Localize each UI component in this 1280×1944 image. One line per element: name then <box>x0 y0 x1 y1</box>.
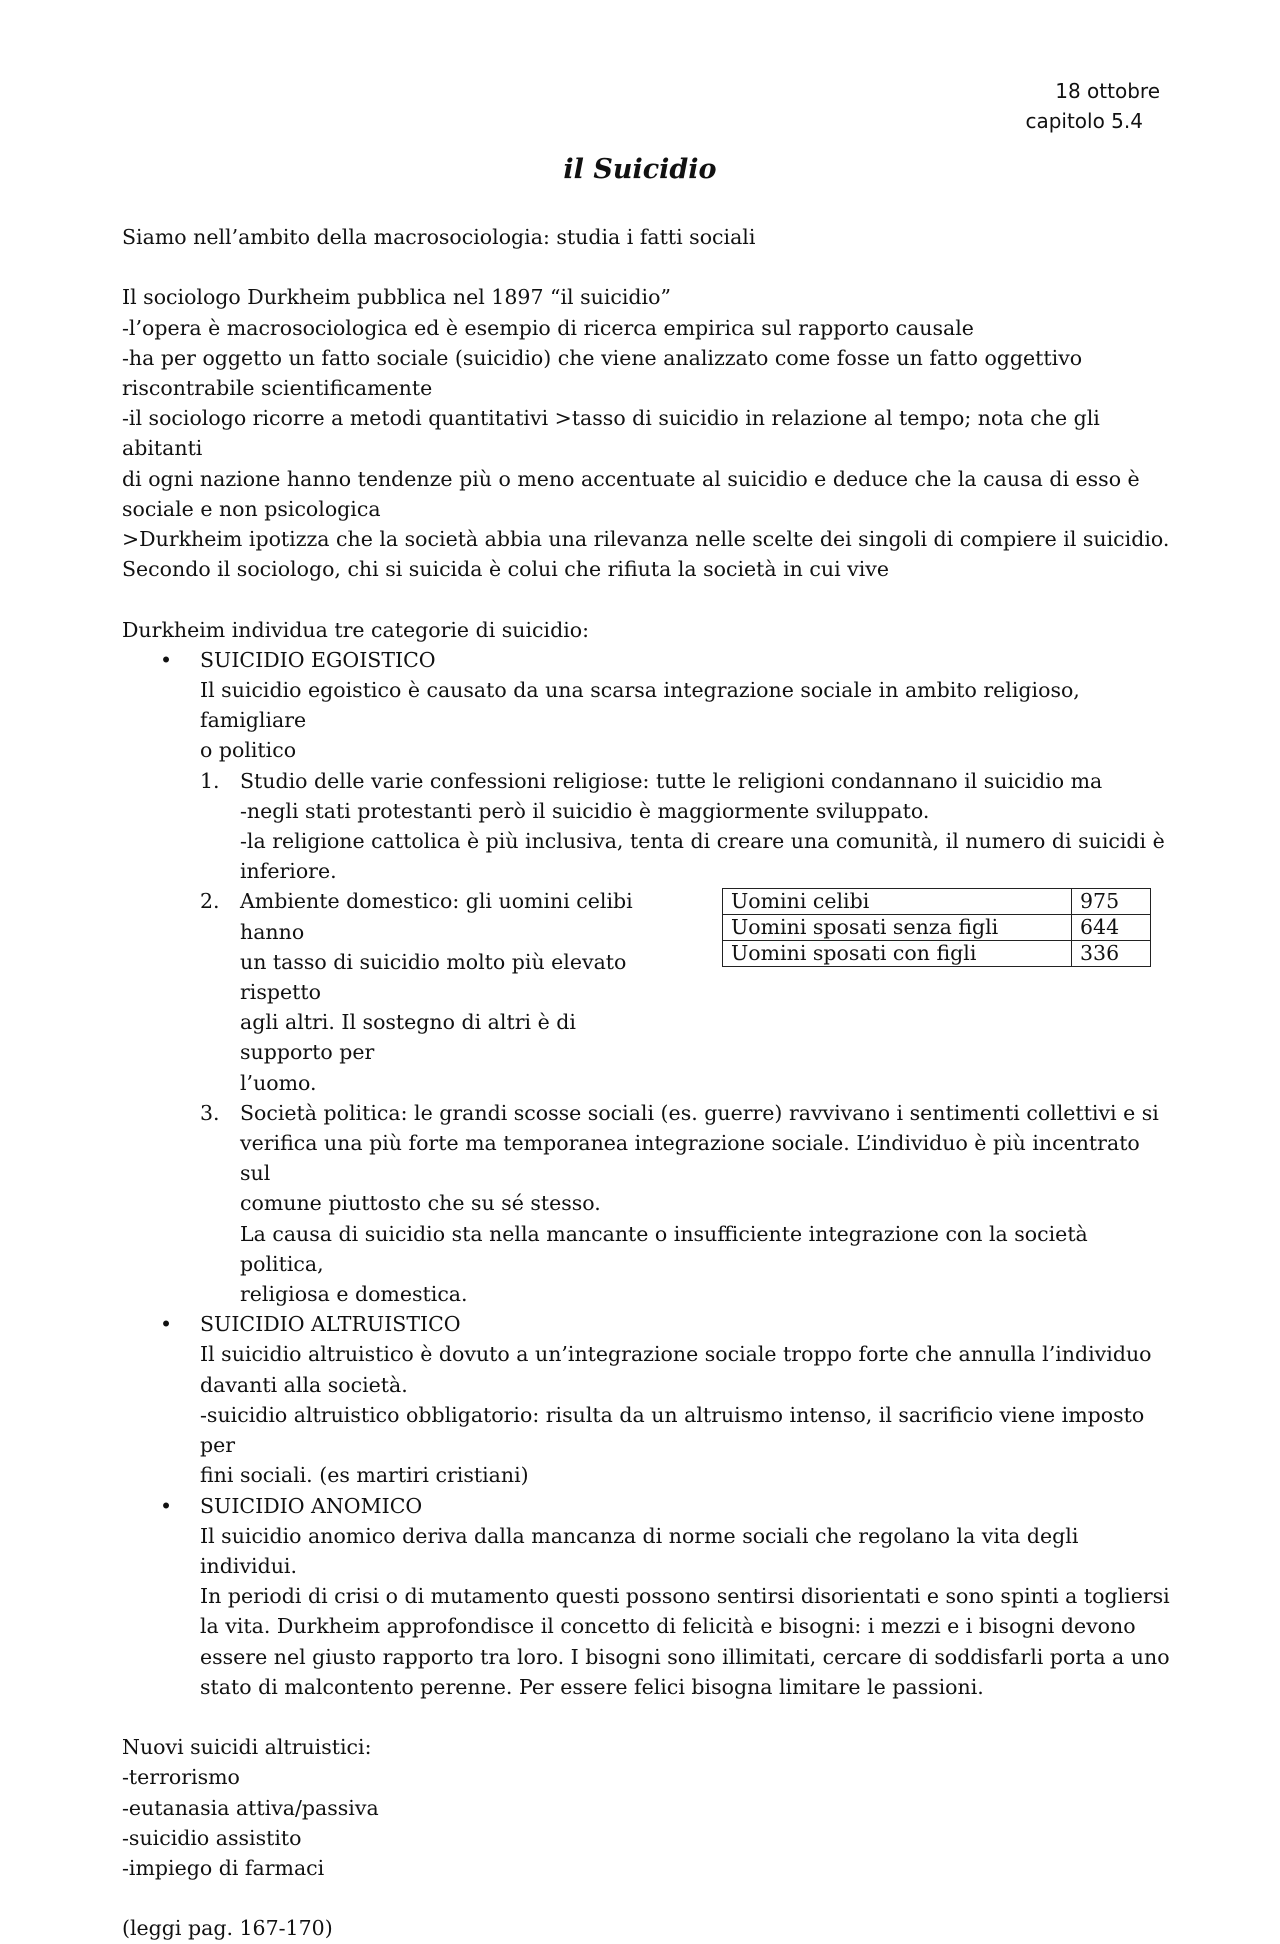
text-line: fini sociali. (es martiri cristiani) <box>200 1463 529 1488</box>
text-line: l’uomo. <box>240 1070 317 1095</box>
text-line: Studio delle varie confessioni religiose: tutte le religioni condannano il suicidio ma <box>240 768 1103 793</box>
table-cell-value: 975 <box>1072 889 1151 915</box>
text-line: La causa di suicidio sta nella mancante o insufficiente integrazione con la società politica, <box>240 1221 1088 1276</box>
text-line: inferiore. <box>240 859 337 884</box>
text-line: di ogni nazione hanno tendenze più o meno accentuate al suicidio e deduce che la causa di esso è <box>122 466 1140 491</box>
text-line: >Durkheim ipotizza che la società abbia una rilevanza nelle scelte dei singoli di compiere il suicidio. <box>122 527 1170 552</box>
text-line: Il suicidio egoistico è causato da una scarsa integrazione sociale in ambito religioso, famigliare <box>200 678 1080 733</box>
egoistico-item-3 <box>122 1098 1172 1309</box>
text-line: stato di malcontento perenne. Per essere felici bisogna limitare le passioni. <box>200 1674 984 1699</box>
text-line: agli altri. Il sostegno di altri è di supporto per <box>240 1010 576 1065</box>
text-line: essere nel giusto rapporto tra loro. I bisogni sono illimitati, cercare di soddisfarli porta a uno <box>200 1644 1170 1669</box>
bullet-icon: • <box>160 647 173 672</box>
text-line: -il sociologo ricorre a metodi quantitativi >tasso di suicidio in relazione al tempo; nota che gli abitanti <box>122 406 1100 461</box>
list-item: -eutanasia attiva/passiva <box>122 1795 379 1820</box>
bullet-egoistico <box>122 645 1172 766</box>
table-cell-label: Uomini celibi <box>723 889 1072 915</box>
suicide-rate-table <box>722 888 1151 967</box>
egoistico-item-1 <box>122 766 1172 887</box>
intro-paragraph: Siamo nell’ambito della macrosociologia: studia i fatti sociali <box>122 225 756 249</box>
text-line: Il suicidio anomico deriva dalla mancanza di norme sociali che regolano la vita degli individui. <box>200 1523 1079 1578</box>
header-info <box>960 76 1160 136</box>
categories-intro: Durkheim individua tre categorie di suicidio: <box>122 617 590 642</box>
text-line: -la religione cattolica è più inclusiva, tenta di creare una comunità, il numero di suicidi è <box>240 829 1165 854</box>
text-line: sociale e non psicologica <box>122 496 381 521</box>
text-line: un tasso di suicidio molto più elevato rispetto <box>240 949 627 1005</box>
table-cell-value: 644 <box>1072 915 1151 941</box>
egoistico-item-2 <box>122 886 1172 1097</box>
bullet-anomico <box>122 1491 1172 1702</box>
text-line: la vita. Durkheim approfondisce il concetto di felicità e bisogni: i mezzi e i bisogni devono <box>200 1614 1136 1639</box>
table-row <box>723 915 1151 941</box>
item-number: 3. <box>200 1100 220 1125</box>
bullet-icon: • <box>160 1312 173 1337</box>
text-line: davanti alla società. <box>200 1372 408 1397</box>
bullet-altruistico <box>122 1309 1172 1490</box>
text-line: riscontrabile scientificamente <box>122 376 433 400</box>
bullet-icon: • <box>160 1493 173 1518</box>
item-number: 2. <box>200 889 220 914</box>
table-cell-label: Uomini sposati senza figli <box>723 915 1072 941</box>
text-line: Società politica: le grandi scosse sociali (es. guerre) ravvivano i sentimenti collettivi e si <box>240 1100 1159 1125</box>
page-title: il Suicidio <box>563 154 717 185</box>
list-item: -suicidio assistito <box>122 1825 302 1850</box>
egoistico-heading: SUICIDIO EGOISTICO <box>200 647 436 672</box>
list-item: -terrorismo <box>122 1765 240 1790</box>
text-line: -suicidio altruistico obbligatorio: risulta da un altruismo intenso, il sacrificio viene imposto per <box>200 1402 1145 1458</box>
item-number: 1. <box>200 768 220 793</box>
text-line: verifica una più forte ma temporanea integrazione sociale. L’individuo è più incentrato sul <box>240 1131 1140 1186</box>
new-altruistic-list <box>122 1732 1172 1883</box>
table-cell-label: Uomini sposati con figli <box>723 941 1072 967</box>
anomico-heading: SUICIDIO ANOMICO <box>200 1493 423 1518</box>
text-line: Il suicidio altruistico è dovuto a un’integrazione sociale troppo forte che annulla l’individuo <box>200 1342 1152 1367</box>
text-line: -l’opera è macrosociologica ed è esempio di ricerca empirica sul rapporto causale <box>122 315 974 340</box>
header-date: 18 ottobre <box>1055 79 1160 103</box>
document-body <box>122 222 1172 1944</box>
durkheim-paragraph <box>122 282 1172 584</box>
text-line: -negli stati protestanti però il suicidio è maggiormente sviluppato. <box>240 798 930 823</box>
altruistico-heading: SUICIDIO ALTRUISTICO <box>200 1312 461 1337</box>
table-row <box>723 941 1151 967</box>
header-chapter: capitolo 5.4 <box>1025 109 1143 133</box>
text-line: religiosa e domestica. <box>240 1282 468 1307</box>
list-item: -impiego di farmaci <box>122 1855 325 1880</box>
text-line: comune piuttosto che su sé stesso. <box>240 1191 601 1216</box>
text-line: -ha per oggetto un fatto sociale (suicidio) che viene analizzato come fosse un fatto oggettivo <box>122 345 1083 370</box>
text-line: Ambiente domestico: gli uomini celibi hanno <box>240 889 633 944</box>
list-heading: Nuovi suicidi altruistici: <box>122 1735 372 1760</box>
text-line: Secondo il sociologo, chi si suicida è colui che rifiuta la società in cui vive <box>122 557 890 582</box>
text-line: Il sociologo Durkheim pubblica nel 1897 “il suicidio” <box>122 285 671 310</box>
footer-note: (leggi pag. 167-170) <box>122 1916 333 1941</box>
text-line: o politico <box>200 738 297 763</box>
text-line: In periodi di crisi o di mutamento questi possono sentirsi disorientati e sono spinti a togliersi <box>200 1584 1170 1609</box>
table-cell-value: 336 <box>1072 941 1151 967</box>
table-row <box>723 889 1151 915</box>
